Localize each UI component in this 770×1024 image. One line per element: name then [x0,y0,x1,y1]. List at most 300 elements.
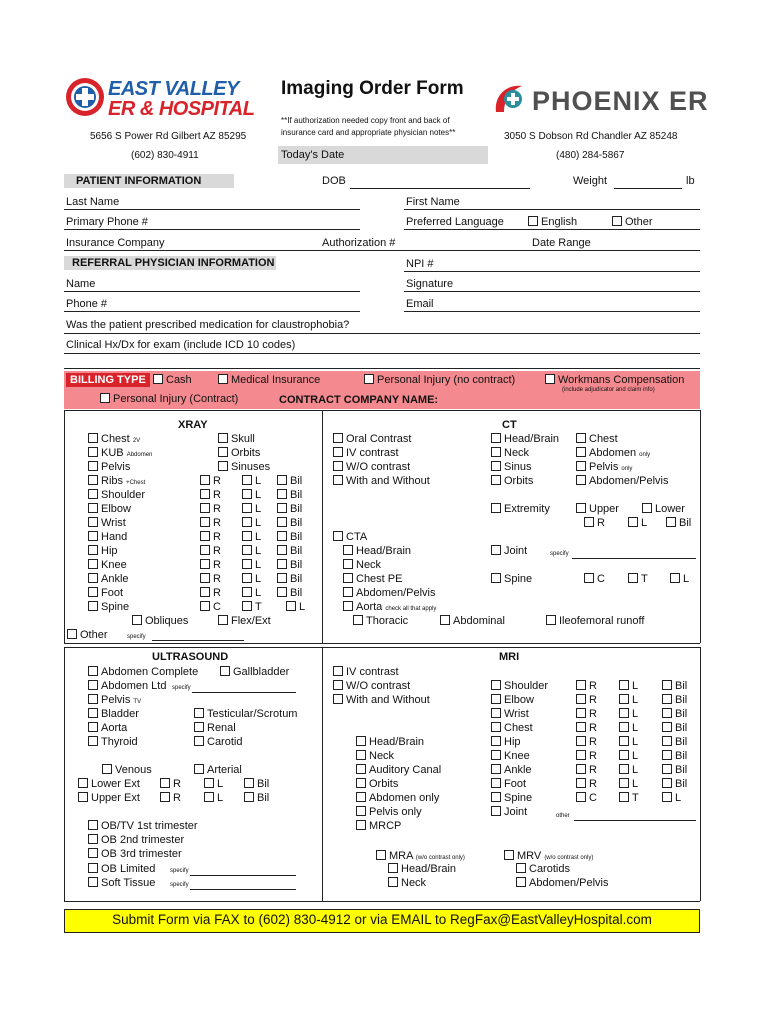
physician-name-line[interactable] [64,291,360,292]
checkbox-icon[interactable] [491,722,501,732]
checkbox-icon[interactable] [200,559,210,569]
checkbox-icon[interactable] [200,573,210,583]
mri-shoulder-bil[interactable] [662,680,687,692]
mri-abd-only[interactable] [356,792,439,804]
checkbox-icon[interactable] [343,587,353,597]
xray-elbow-l[interactable] [242,503,261,515]
checkbox-icon[interactable] [218,374,228,384]
xray-hand-bil[interactable] [277,531,302,543]
ct-ext-r[interactable] [584,517,605,529]
ct-with-without[interactable] [333,475,430,487]
cta-aorta[interactable] [343,601,436,613]
checkbox-icon[interactable] [619,722,629,732]
checkbox-icon[interactable] [670,573,680,583]
xray-ribs[interactable] [88,475,145,487]
checkbox-icon[interactable] [160,778,170,788]
checkbox-icon[interactable] [67,629,77,639]
mri-shoulder-r[interactable] [576,680,597,692]
insurance-line[interactable] [64,250,700,251]
mrv-abd-pelvis[interactable] [516,877,609,889]
checkbox-icon[interactable] [88,834,98,844]
cta-abdominal[interactable] [440,615,505,627]
checkbox-icon[interactable] [528,216,538,226]
ct-wo[interactable] [333,461,410,473]
checkbox-icon[interactable] [88,694,98,704]
ct-lower[interactable] [642,503,685,515]
checkbox-icon[interactable] [333,447,343,457]
xray-foot-bil[interactable] [277,587,302,599]
mri-auditory[interactable] [356,764,441,776]
checkbox-icon[interactable] [200,503,210,513]
checkbox-icon[interactable] [200,587,210,597]
ct-extremity[interactable] [491,503,550,515]
checkbox-icon[interactable] [576,694,586,704]
cta-chest-pe[interactable] [343,573,402,585]
checkbox-icon[interactable] [662,778,672,788]
checkbox-icon[interactable] [277,545,287,555]
checkbox-icon[interactable] [242,517,252,527]
us-testicular[interactable] [194,708,297,720]
checkbox-icon[interactable] [242,531,252,541]
checkbox-icon[interactable] [218,615,228,625]
checkbox-icon[interactable] [200,601,210,611]
mra-head-brain[interactable] [388,863,456,875]
checkbox-icon[interactable] [333,680,343,690]
checkbox-icon[interactable] [153,374,163,384]
checkbox-icon[interactable] [88,573,98,583]
xray-knee-bil[interactable] [277,559,302,571]
checkbox-icon[interactable] [333,433,343,443]
clinical-line-2[interactable] [64,368,700,369]
mrv-carotids[interactable] [516,863,570,875]
checkbox-icon[interactable] [576,680,586,690]
pi-no-contract-checkbox[interactable] [364,374,515,386]
us-upper-r[interactable] [160,792,181,804]
us-arterial[interactable] [194,764,242,776]
checkbox-icon[interactable] [584,573,594,583]
us-soft-tissue-line[interactable] [190,889,296,890]
checkbox-icon[interactable] [100,393,110,403]
us-soft-tissue[interactable] [88,877,155,889]
dob-line[interactable] [350,188,530,189]
checkbox-icon[interactable] [88,666,98,676]
us-gallbladder[interactable] [220,666,289,678]
mri-neck[interactable] [356,750,394,762]
mri-foot[interactable] [491,778,526,790]
checkbox-icon[interactable] [242,503,252,513]
last-name-line[interactable] [64,209,360,210]
checkbox-icon[interactable] [491,694,501,704]
xray-foot[interactable] [88,587,123,599]
xray-chest[interactable] [88,433,140,445]
mri-knee-r[interactable] [576,750,597,762]
checkbox-icon[interactable] [662,694,672,704]
xray-foot-r[interactable] [200,587,221,599]
us-renal[interactable] [194,722,236,734]
checkbox-icon[interactable] [516,863,526,873]
us-ob1[interactable] [88,820,198,832]
us-upper-ext[interactable] [78,792,140,804]
mri-mrv[interactable] [504,850,593,862]
checkbox-icon[interactable] [662,750,672,760]
us-lower-bil[interactable] [244,778,269,790]
checkbox-icon[interactable] [88,708,98,718]
xray-ankle-bil[interactable] [277,573,302,585]
checkbox-icon[interactable] [200,475,210,485]
checkbox-icon[interactable] [333,694,343,704]
checkbox-icon[interactable] [491,433,501,443]
mri-knee-bil[interactable] [662,750,687,762]
xray-hand-l[interactable] [242,531,261,543]
mri-chest[interactable] [491,722,533,734]
checkbox-icon[interactable] [242,573,252,583]
checkbox-icon[interactable] [200,545,210,555]
xray-shoulder-bil[interactable] [277,489,302,501]
checkbox-icon[interactable] [628,573,638,583]
weight-line[interactable] [614,188,682,189]
ct-cta[interactable] [333,531,367,543]
checkbox-icon[interactable] [88,545,98,555]
checkbox-icon[interactable] [194,708,204,718]
checkbox-icon[interactable] [662,736,672,746]
checkbox-icon[interactable] [242,601,252,611]
checkbox-icon[interactable] [576,750,586,760]
checkbox-icon[interactable] [242,559,252,569]
mri-spine-l[interactable] [662,792,681,804]
checkbox-icon[interactable] [78,792,88,802]
checkbox-icon[interactable] [491,778,501,788]
mri-iv[interactable] [333,666,399,678]
checkbox-icon[interactable] [244,778,254,788]
ct-abdomen[interactable] [576,447,650,459]
us-carotid[interactable] [194,736,242,748]
mra-neck[interactable] [388,877,426,889]
mri-joint[interactable] [491,806,527,818]
mri-wo[interactable] [333,680,410,692]
checkbox-icon[interactable] [220,666,230,676]
us-ob3[interactable] [88,848,182,860]
checkbox-icon[interactable] [88,447,98,457]
us-thyroid[interactable] [88,736,138,748]
us-abd-complete[interactable] [88,666,198,678]
xray-ankle[interactable] [88,573,129,585]
mri-chest-r[interactable] [576,722,597,734]
mri-ankle-bil[interactable] [662,764,687,776]
checkbox-icon[interactable] [88,680,98,690]
checkbox-icon[interactable] [78,778,88,788]
us-lower-ext[interactable] [78,778,140,790]
checkbox-icon[interactable] [88,722,98,732]
checkbox-icon[interactable] [333,666,343,676]
ct-oral[interactable] [333,433,411,445]
checkbox-icon[interactable] [88,736,98,746]
checkbox-icon[interactable] [491,764,501,774]
checkbox-icon[interactable] [200,489,210,499]
xray-ankle-l[interactable] [242,573,261,585]
checkbox-icon[interactable] [356,820,366,830]
xray-elbow-r[interactable] [200,503,221,515]
checkbox-icon[interactable] [333,461,343,471]
us-ob2[interactable] [88,834,184,846]
xray-hip-bil[interactable] [277,545,302,557]
checkbox-icon[interactable] [576,503,586,513]
xray-shoulder-r[interactable] [200,489,221,501]
checkbox-icon[interactable] [619,694,629,704]
mri-shoulder-l[interactable] [619,680,638,692]
cta-abd-pelvis[interactable] [343,587,436,599]
xray-spine-l[interactable] [286,601,305,613]
us-lower-l[interactable] [204,778,223,790]
xray-pelvis[interactable] [88,461,130,473]
pi-contract-checkbox[interactable] [100,393,238,405]
checkbox-icon[interactable] [333,475,343,485]
checkbox-icon[interactable] [88,517,98,527]
checkbox-icon[interactable] [194,764,204,774]
checkbox-icon[interactable] [364,374,374,384]
xray-hip-l[interactable] [242,545,261,557]
xray-shoulder-l[interactable] [242,489,261,501]
checkbox-icon[interactable] [546,615,556,625]
xray-spine[interactable] [88,601,129,613]
checkbox-icon[interactable] [576,447,586,457]
xray-wrist-l[interactable] [242,517,261,529]
checkbox-icon[interactable] [576,722,586,732]
checkbox-icon[interactable] [491,447,501,457]
checkbox-icon[interactable] [491,475,501,485]
checkbox-icon[interactable] [343,601,353,611]
checkbox-icon[interactable] [388,877,398,887]
xray-elbow[interactable] [88,503,131,515]
cta-neck[interactable] [343,559,381,571]
email-line[interactable] [404,311,700,312]
xray-orbits[interactable] [218,447,260,459]
mri-chest-bil[interactable] [662,722,687,734]
checkbox-icon[interactable] [491,750,501,760]
checkbox-icon[interactable] [333,531,343,541]
checkbox-icon[interactable] [277,517,287,527]
checkbox-icon[interactable] [491,573,501,583]
xray-spine-t[interactable] [242,601,262,613]
mri-spine-t[interactable] [619,792,639,804]
mri-elbow-r[interactable] [576,694,597,706]
checkbox-icon[interactable] [353,615,363,625]
ct-iv[interactable] [333,447,399,459]
xray-knee-r[interactable] [200,559,221,571]
checkbox-icon[interactable] [218,447,228,457]
ct-orbits[interactable] [491,475,533,487]
checkbox-icon[interactable] [619,778,629,788]
checkbox-icon[interactable] [662,722,672,732]
checkbox-icon[interactable] [343,559,353,569]
checkbox-icon[interactable] [612,216,622,226]
ct-ext-l[interactable] [628,517,647,529]
us-venous[interactable] [102,764,152,776]
checkbox-icon[interactable] [642,503,652,513]
checkbox-icon[interactable] [619,764,629,774]
checkbox-icon[interactable] [576,792,586,802]
clinical-line-1[interactable] [64,353,700,354]
cta-head-brain[interactable] [343,545,411,557]
checkbox-icon[interactable] [88,848,98,858]
checkbox-icon[interactable] [576,708,586,718]
us-upper-l[interactable] [204,792,223,804]
xray-kub[interactable] [88,447,152,459]
mri-foot-l[interactable] [619,778,638,790]
checkbox-icon[interactable] [88,601,98,611]
language-line[interactable] [404,229,700,230]
checkbox-icon[interactable] [277,489,287,499]
mri-spine[interactable] [491,792,532,804]
checkbox-icon[interactable] [277,475,287,485]
ct-spine-t[interactable] [628,573,648,585]
checkbox-icon[interactable] [628,517,638,527]
mri-wrist-l[interactable] [619,708,638,720]
checkbox-icon[interactable] [242,475,252,485]
cta-thoracic[interactable] [353,615,408,627]
checkbox-icon[interactable] [88,877,98,887]
checkbox-icon[interactable] [491,461,501,471]
mri-chest-l[interactable] [619,722,638,734]
xray-other[interactable] [67,629,108,641]
mri-wrist-bil[interactable] [662,708,687,720]
checkbox-icon[interactable] [88,587,98,597]
xray-sinuses[interactable] [218,461,270,473]
xray-knee[interactable] [88,559,127,571]
checkbox-icon[interactable] [204,792,214,802]
checkbox-icon[interactable] [619,708,629,718]
us-ob-limited[interactable] [88,863,155,875]
checkbox-icon[interactable] [132,615,142,625]
checkbox-icon[interactable] [88,820,98,830]
us-aorta[interactable] [88,722,127,734]
mri-hip-bil[interactable] [662,736,687,748]
checkbox-icon[interactable] [491,545,501,555]
checkbox-icon[interactable] [88,531,98,541]
mri-foot-bil[interactable] [662,778,687,790]
mri-wrist-r[interactable] [576,708,597,720]
checkbox-icon[interactable] [200,517,210,527]
xray-specify-line[interactable] [152,640,244,641]
checkbox-icon[interactable] [356,778,366,788]
us-lower-r[interactable] [160,778,181,790]
checkbox-icon[interactable] [619,736,629,746]
mri-knee[interactable] [491,750,530,762]
checkbox-icon[interactable] [244,792,254,802]
mri-elbow-bil[interactable] [662,694,687,706]
mri-with-without[interactable] [333,694,430,706]
xray-knee-l[interactable] [242,559,261,571]
xray-obliques[interactable] [132,615,188,627]
us-abd-ltd[interactable] [88,680,166,692]
us-abd-ltd-line[interactable] [192,692,296,693]
ct-spine[interactable] [491,573,532,585]
checkbox-icon[interactable] [662,792,672,802]
checkbox-icon[interactable] [388,863,398,873]
checkbox-icon[interactable] [545,374,555,384]
ct-abd-pelvis[interactable] [576,475,669,487]
checkbox-icon[interactable] [343,545,353,555]
signature-line[interactable] [404,291,700,292]
checkbox-icon[interactable] [356,806,366,816]
mri-hip[interactable] [491,736,521,748]
checkbox-icon[interactable] [88,461,98,471]
checkbox-icon[interactable] [491,792,501,802]
mri-orbits[interactable] [356,778,398,790]
checkbox-icon[interactable] [160,792,170,802]
xray-wrist-bil[interactable] [277,517,302,529]
ct-neck[interactable] [491,447,529,459]
checkbox-icon[interactable] [200,531,210,541]
checkbox-icon[interactable] [356,792,366,802]
checkbox-icon[interactable] [277,503,287,513]
xray-hip[interactable] [88,545,118,557]
checkbox-icon[interactable] [576,778,586,788]
xray-hand-r[interactable] [200,531,221,543]
mri-ankle[interactable] [491,764,532,776]
us-pelvis[interactable] [88,694,141,706]
xray-spine-c[interactable] [200,601,221,613]
npi-line[interactable] [404,271,700,272]
checkbox-icon[interactable] [376,850,386,860]
cta-ileofemoral[interactable] [546,615,644,627]
xray-ribs-bil[interactable] [277,475,302,487]
mri-elbow[interactable] [491,694,534,706]
checkbox-icon[interactable] [218,433,228,443]
mri-knee-l[interactable] [619,750,638,762]
first-name-line[interactable] [404,209,700,210]
workmans-checkbox[interactable] [545,374,684,386]
checkbox-icon[interactable] [440,615,450,625]
checkbox-icon[interactable] [666,517,676,527]
mri-foot-r[interactable] [576,778,597,790]
other-language-checkbox[interactable] [612,216,653,228]
checkbox-icon[interactable] [194,722,204,732]
checkbox-icon[interactable] [619,750,629,760]
english-checkbox[interactable] [528,216,577,228]
mri-pelvis-only[interactable] [356,806,422,818]
checkbox-icon[interactable] [242,489,252,499]
checkbox-icon[interactable] [619,792,629,802]
checkbox-icon[interactable] [491,503,501,513]
checkbox-icon[interactable] [662,680,672,690]
xray-ribs-l[interactable] [242,475,261,487]
checkbox-icon[interactable] [356,764,366,774]
ct-ext-bil[interactable] [666,517,691,529]
mri-hip-r[interactable] [576,736,597,748]
checkbox-icon[interactable] [194,736,204,746]
checkbox-icon[interactable] [356,750,366,760]
checkbox-icon[interactable] [576,736,586,746]
mri-hip-l[interactable] [619,736,638,748]
checkbox-icon[interactable] [662,764,672,774]
mri-ankle-r[interactable] [576,764,597,776]
xray-elbow-bil[interactable] [277,503,302,515]
us-bladder[interactable] [88,708,139,720]
xray-ribs-r[interactable] [200,475,221,487]
checkbox-icon[interactable] [516,877,526,887]
checkbox-icon[interactable] [88,433,98,443]
us-ob-limited-line[interactable] [190,875,296,876]
ct-sinus[interactable] [491,461,532,473]
xray-skull[interactable] [218,433,255,445]
checkbox-icon[interactable] [491,736,501,746]
mri-ankle-l[interactable] [619,764,638,776]
checkbox-icon[interactable] [88,559,98,569]
cash-checkbox[interactable] [153,374,192,386]
ct-head-brain[interactable] [491,433,559,445]
mri-shoulder[interactable] [491,680,548,692]
mri-mrcp[interactable] [356,820,401,832]
